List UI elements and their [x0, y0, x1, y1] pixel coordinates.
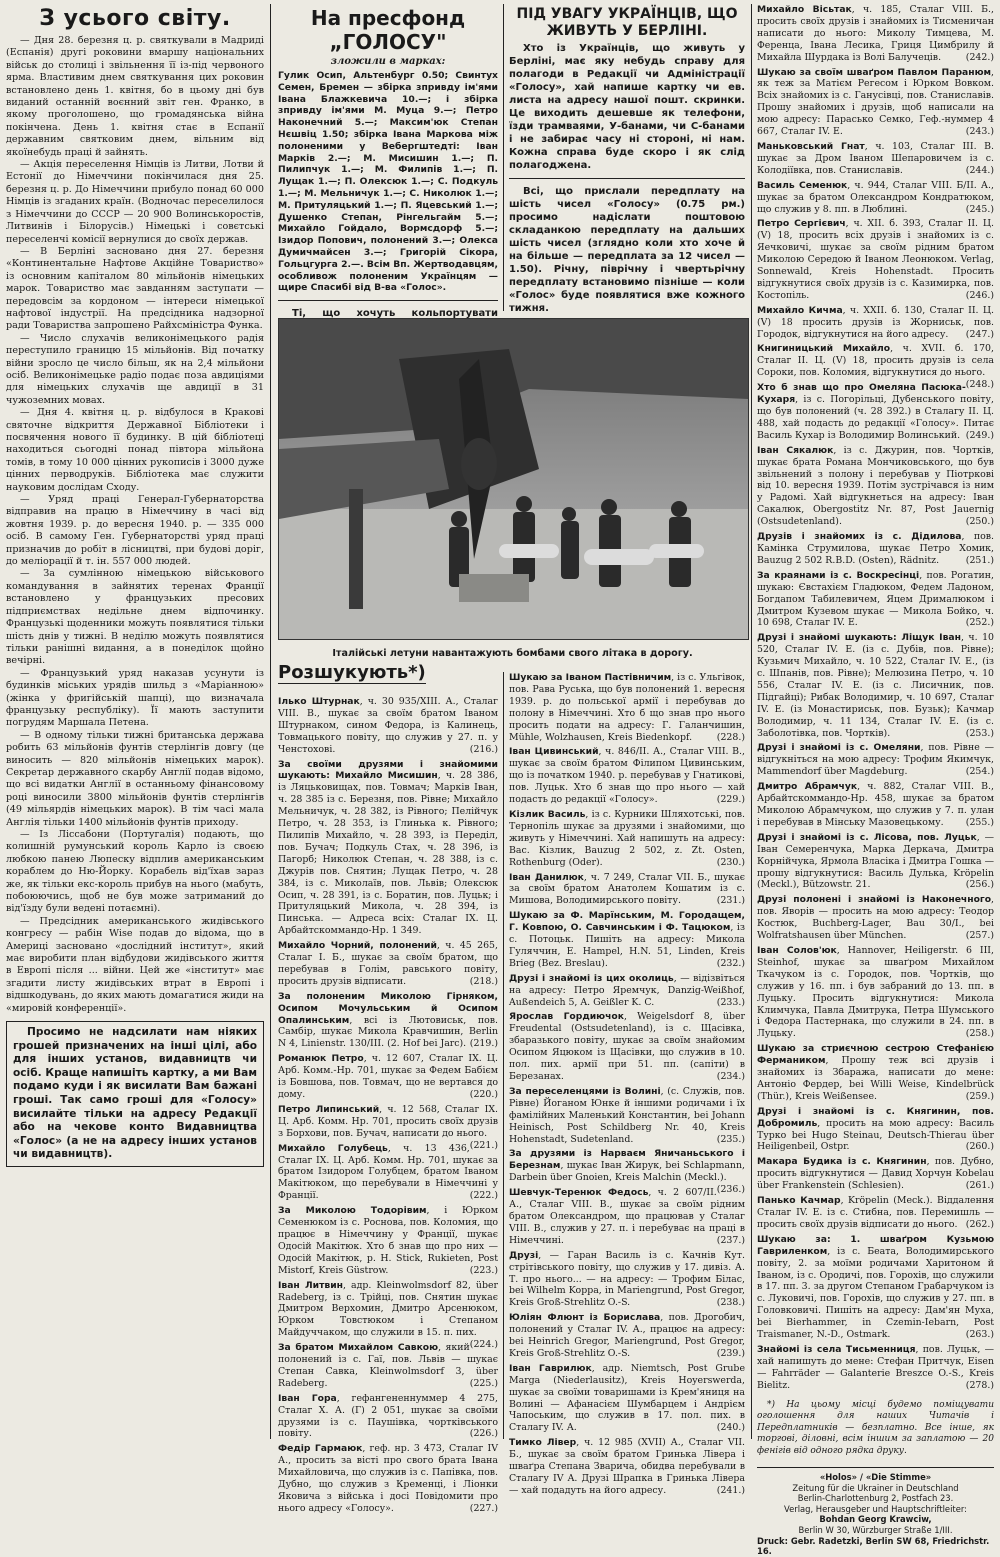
- berlin-notice-text: Хто із Українців, що живуть у Берліні, має яку небудь справу для полагоди в Редакції чи Адміністрації «Голосу», хай напише картку чи ев. листа на адресу нашої пошт. скринки. Це виходить дешевше як телефони, їзди трамваями, У-банами, чи С-банами і не забирає часу ні стороні, ні нам. Кожна справа буде скоро і як слід полагоджена.: [509, 43, 745, 171]
- entry-number: (238.): [716, 1297, 745, 1309]
- entry-number: (263.): [965, 1329, 994, 1341]
- entry-name: Макара Будика із с. Княгинин: [757, 1156, 927, 1168]
- entry-name: Федір Гармаюк: [278, 1443, 363, 1455]
- entry-number: (234.): [716, 1071, 745, 1082]
- berlin-notice-column: [509, 4, 745, 314]
- search-entry: Дмитро Абрамчук, ч. 882, Сталаг VIII. B., Арбайтскоммандо-Нр. 458, шукає за братом Миколою Абрамчуком, що служив у 7. п. улан і перебував в Мінську Мазовецькому. (255.): [757, 781, 994, 828]
- entry-number: (223.): [469, 1264, 498, 1276]
- impressum-line: Verlag, Herausgeber und Hauptschriftleiter:: [784, 1503, 967, 1514]
- search-entry: Друзі, — Гаран Василь із с. Качнів Кут. стрітівського повіту, що служив у 17. дивіз. А. Т. про нього... — на адресу: — Трофим Білас, bei Wilhelm Koppa, in Mariengrund, Post Gregor, Kreis Groß-Strehlitz O.-S. (238.): [509, 1249, 745, 1309]
- entry-name: За переселенцями із Волині: [509, 1085, 661, 1097]
- world-news-heading: З усього світу.: [39, 6, 231, 31]
- search-section-heading: Розшукують*): [278, 662, 426, 683]
- search-entry: Макара Будика із с. Княгинин, пов. Дубно, просить відгукнутися — Давид Хорчун Kobelau über Frankenstein (Schlesien). (261.): [757, 1156, 995, 1192]
- entry-text: ч. 7 249, Сталаг VII. Б., шукає за своїм братом Анатолем Кошатим із с. Мишова, Володимирського повіту.: [509, 871, 745, 907]
- entry-number: (246.): [965, 289, 994, 301]
- entry-number: (260.): [965, 1141, 994, 1153]
- entry-text: із с. Джурин, пов. Чортків, шукає брата Романа Мончиковського, що був звільнений з полону і перебував у Піотркові від 10. вересня 1939. Потім зустрічався із ним у Радомі. Хай відгукнеться на адресу: Іван Сакалюк, Obergostitz Nr. 87, Post Jauernig (Ostsudetenland).: [757, 444, 994, 528]
- entry-number: (248.): [965, 379, 994, 391]
- entry-name: Михайло Голубець: [278, 1142, 388, 1154]
- search-entry: Петро Сергієвич, ч. XII. б. 393, Сталаг II. Ц. (V) 18, просить всіх друзів і знайомих із с. Яечковичі, шукає за своїм рідним братом Миколою Середою й Іваном Леонюком. Verlag, Sonnewald, Kreis Hohenstadt. Просить відгукнутися своїх друзів із с. Казимирка, пов. Костопіль. (246.): [757, 218, 994, 301]
- entry-text: просить на мою адресу: Василь Турко bei Hugo Steinau, Deutsch-Thierau über Heiligenbeil, Ostpr.: [757, 1117, 994, 1153]
- search-entry: За своїми друзями і знайомими шукають: Михайло Мисишин, ч. 28 386, із Ляцьковищах, пов. Товмач; Марків Іван, ч. 28 385 із с. Березня, пов. Рівне; Михайло Мельничук, ч. 28 382, із Рівного; Пелійчук Петро, ч. 28 353, із Глинька к. Рівного; Пилипів Михайло, ч. 28 393, із Переділ, пов. Бучач; Подкуль Стах, ч. 28 396, із Пагорб; Николюк Степан, ч. 28 388, із с. Джурів пов. Снятин; Лущак Петро, ч. 28 384, із с. Миколаїв, пов. Львів; Олексюк Осип, ч. 28 391, із с. Боратин, пов. Луцьк; і Притуляцький Микола, ч. 28 394, із Пинська. — Адреса всіх: Сталаг IX. Ц. Арбайтскоммандо-Нр. 1 349.: [278, 758, 498, 937]
- entry-name: За Миколою Тодорівим: [278, 1205, 427, 1217]
- search-entry: Знайомі із села Тисьменниця, пов. Луцьк, — хай напишуть до мене: Стефан Притчук, Eisen — Fahrräder — Galanterie Breszce O.-S., Kreis Bielitz. (278.): [757, 1343, 994, 1391]
- entry-name: Шукаю за Іваном Пастівничим: [509, 672, 672, 683]
- entry-text: із с. Беата, Володимирського повіту, 2. за моїми родичами Харитоном й Іваном, із с. Ородичі, пов. Горохів, що служили в 17. пп. 3. за другом Степаном Грабарчуком із с. Луковичі, пов. Горохів, що служив у 27. пп. в Головковичі. Пишіть на адресу: Дам'ян Муха, bei Bierhammer, in Czemin-Iebarn, Post Traismaner, N.-D., Ostmark.: [757, 1245, 994, 1341]
- entry-number: (218.): [469, 975, 498, 987]
- entry-name: Друзі полонені і знайомі із Наконечного: [757, 894, 992, 906]
- photo-block: [278, 318, 747, 659]
- search-entry: За братом Михайлом Савкою, який полонений із с. Гаї, пов. Львів — шукає Степан Савка, Kleinwolmsdorf 3, über Radeberg. (225.): [278, 1342, 498, 1389]
- entry-text: ч. XXII. б. 130, Сталаг II. Ц. (V) 18 просить друзів із Жорниськ, пов. Городок, відгукнутися на його адресу.: [757, 304, 994, 340]
- search-entry: Маньковський Гнат, ч. 103, Сталаг III. B. шукає за Дром Іваном Шепаровичем із с. Колодіївка, пов. Станиславів. (244.): [757, 140, 995, 176]
- search-entry: Шукаю за стриєчною сестрою Стефанією Фермаником, Прошу теж всі друзів і знайомих із Збаража, написати до мене: Антоніо Фердер, bei Willi Weise, Kindelbrück (Thür.), Kreis Weißensee. (259.): [757, 1043, 994, 1102]
- entry-text: адр. Niemtsch, Post Grube Marga (Niederlausitz), Kreis Hoyerswerda, шукає за своїми товаришами із Крем'яниця на Волині — Афанасієм Шумбарцем і Андрієм Чапоським, що служив в 17. пол. пих. в Сталагу IV. А.: [509, 1362, 745, 1434]
- subscription-notice: [509, 185, 745, 315]
- entry-number: (278.): [965, 1379, 994, 1391]
- entry-text: ч. 10 520, Сталаг IV. Е. (із с. Дубів, пов. Рівне); Кузьмич Михайло, ч. 10 522, Сталаг IV. Е., (із с. Шпанів, пов. Рівне); Мелюзина Петро, ч. 10 556, Сталаг IV. Е. (із с. Лисичник, пов. Підгайці); Рибак Володимир, ч. 10 697, Сталаг IV. Е. (із Монастириськ, пов. Бузьк); Качмар Володимир, ч. 11 134, Сталаг IV. Е. (із с. Заболотівка, пов. Чортків).: [757, 632, 994, 739]
- entry-name: Михайло Кичма: [757, 304, 843, 316]
- entry-text: ч. 28 386, із Ляцьковищах, пов. Товмач; Марків Іван, ч. 28 385 із с. Березня, пов. Рівне; Михайло Мельничук, ч. 28 382, із Рівного; Пелійчук Петро, ч. 28 353, із Глинька к. Рівного; Пилипів Михайло, ч. 28 393, із Переділ, пов. Бучач; Подкуль Стах, ч. 28 396, із Пагорб; Николюк Степан, ч. 28 388, із с. Джурів пов. Снятин; Лущак Петро, ч. 28 384, із с. Миколаїв, пов. Львів; Олексюк Осип, ч. 28 391, із с. Боратин, пов. Луцьк; і Притуляцький Микола, ч. 28 394, із Пинська. — Адреса всіх: Сталаг IX. Ц. Арбайтскоммандо-Нр. 1 349.: [278, 770, 498, 937]
- subscription-notice-text: Всі, що прислали передплату на шість чисел «Голосу» (0.75 рм.) просимо надіслати поштовою складанкою передплату на дальших шість чисел (зглядно коли хто хоче й на більше — передплата за 12 чисел — 1.50). Річну, піврічну і чвертьрічну передплату встановимо пізніше — коли «Голос» буде появлятися вже кожного тижня.: [509, 186, 745, 314]
- search-entry: Шукаю за: 1. шваґром Кузьмою Гавриленком, із с. Беата, Володимирського повіту, 2. за моїми родичами Харитоном й Іваном, із с. Ородичі, пов. Горохів, що служили в 17. пп. 3. за другом Степаном Грабарчуком із с. Луковичі, пов. Горохів, що служив у 27. пп. в Головковичі. Пишіть на адресу: Дам'ян Муха, bei Bierhammer, in Czemin-Iebarn, Post Traismaner, N.-D., Ostmark. (263.): [757, 1233, 994, 1341]
- entry-name: Друзі і знайомі із цих околиць: [509, 972, 674, 984]
- search-entry: Шукаю за Ф. Марїнським, М. Городащем, Г. Ковпою, О. Савчинським і Ф. Тацюком, із с. Потоцьк. Пишіть на адресу: Микола Гуляччин, E. Hampel, H.N. 51, Linden, Kreis Brieg (Bez. Breslau). (232.): [509, 910, 745, 969]
- entry-name: Іван Цивинський: [509, 746, 599, 758]
- entry-number: (245.): [965, 203, 994, 215]
- search-entry: Шевчук-Теренюк Федось, ч. 2 607/II. А., Сталаг VIII. B., шукає за своїм рідним братом Олександром, що працював у Сталаг VIII. B., служив у 27. п. і перебуває на праці в Німеччині. (237.): [509, 1187, 745, 1246]
- entry-text: ч. 13 436, Сталаг IX. Ц. Арб. Комм. Нр. 701, шукає за братом Ізидором Голубцем, братом Іваном Макітюком, що перебували в Німеччині у Франції.: [278, 1142, 498, 1202]
- news-paragraph: — Дня 4. квітня ц. р. відбулося в Кракові святочне відкриття Державної Бібліотеки і посвячення нового її будинку. В цій бібліотеці находиться сьогодні понад півтора мільйона томів, в тому 10 000 цінних рукописів і 3000 дуже цінних перводруків. Бібліотека має служити науковим дослідам Сходу.: [6, 407, 264, 493]
- entry-text: як теж за Матієм Регесом і Юрком Вовком. Всіх знайомих із с. Ганусівці, пов. Станиславів. Прошу знайомих і друзів, щоб написали на мою адресу: Парасько Семко, Геф.-нуммер 4 667, Сталаг IV. Е.: [757, 78, 994, 138]
- news-paragraph: — Предсідник американського жидівського конгресу — рабін Wise подав до відома, що в Америці засновано «дослідний інститут», який має виробити план відбудови жидівського життя в Европі після ... війни. Цей же «інститут» має згадити листу жидівських втрат в Европі і відшкодувань, до яких мають домагатися жиди на «мировій конференції».: [6, 915, 264, 1014]
- entry-text: ч. 2 607/II. А., Сталаг VIII. B., шукає за своїм рідним братом Олександром, що працював у Сталаг VIII. B., служив у 27. п. і перебуває на праці в Німеччині.: [509, 1187, 745, 1246]
- entry-name: Тимко Лівер: [509, 1437, 577, 1449]
- search-entry: Василь Семенюк, ч. 944, Сталаг VIII. Б/II. А., шукає за братом Олександром Кондратюком, що служив у 8. пп. в Люблині. (245.): [757, 179, 994, 215]
- entry-number: (219.): [469, 1038, 498, 1050]
- entry-name: Друзі і знайомі шукають: Ліщук Іван: [757, 632, 961, 644]
- entry-number: (257.): [965, 930, 994, 942]
- entry-name: Петро Липинський: [278, 1103, 380, 1115]
- entry-number: (254.): [965, 766, 994, 778]
- entry-name: Ярослав Гордиючок: [509, 1011, 624, 1023]
- entry-name: Панько Качмар: [757, 1195, 841, 1207]
- news-paragraph: — За сумлінною німецькою військового командування в зайнятих теренах Франції встановлено у французьких пресових підприємствах недільне днем відпочинку. Французькі щоденники можуть появлятися тільки шість днів у тижні. В неділю можуть появлятися тільки ранішні видання, а в понеділок щойно вечірні.: [6, 568, 264, 667]
- entry-text: ч. 944, Сталаг VIII. Б/II. А., шукає за братом Олександром Кондратюком, що служив у 8. пп. в Люблині.: [757, 179, 994, 215]
- search-entry: Михайло Чорний, полонений, ч. 45 265, Сталаг I. Б., шукає за своїм братом, що перебував в Голім, равського повіту, просить друзів відписати. (218.): [278, 940, 498, 987]
- entry-number: (255.): [965, 816, 994, 828]
- entry-name: Іван Солов'юк: [757, 944, 837, 956]
- search-entry: Друзі полонені і знайомі із Наконечного, пов. Яворів — просить на мою адресу: Теодор Костюк, Buchberg-Lager, Bau 30/I., bei Wolfratshausen über München. (257.): [757, 894, 994, 942]
- entry-name: За краянами із с. Воскресінці: [757, 569, 920, 581]
- search-entry: Кізлик Василь, із с. Курники Шляхотські, пов. Тернопіль шукає за друзями і знайомими, що живуть у Німеччині. Хай напишуть на адресу: Вас. Кізлик, Bauzug 2 502, z. Zt. Osten, Rothenburg (Oder). (230.): [509, 808, 745, 868]
- entry-text: ч. 45 265, Сталаг I. Б., шукає за своїм братом, що перебував в Голім, равського повіту, просить друзів відписати.: [278, 940, 498, 987]
- entry-number: (233.): [716, 996, 745, 1008]
- search-entry: Ярослав Гордиючок, Weigelsdorf 8, über Freudental (Ostsudetenland), із с. Щасівка, збаразького повіту, шукає за своїм знайомим Осипом Яцюком із Щасівки, що служив в 10. пол. пих. армії при 51. пп. (сапіти) в Березанах. (234.): [509, 1011, 745, 1082]
- entry-name: Іван Данилюк: [509, 871, 584, 883]
- entry-number: (232.): [716, 957, 745, 969]
- photo-caption: Італійські летуни навантажують бомбами свого літака в дорогу.: [332, 648, 693, 659]
- entry-text: ч. 12 568, Сталаг IX. Ц. Арб. Комм. Нр. 701, просить своїх друзів з Борхови, пов. Бучач, написати до нього.: [278, 1103, 498, 1139]
- entry-text: який полонений із с. Гаї, пов. Львів — шукає Степан Савка, Kleinwolmsdorf 3, über Radeberg.: [278, 1342, 498, 1389]
- entry-name: Василь Семенюк: [757, 179, 848, 191]
- entry-number: (237.): [716, 1234, 745, 1246]
- entry-text: із с. Погорільці, Дубенського повіту, що був полонений (ч. 28 392.) в Сталагу II. Ц. 488, хай подасть до редакції «Голосу». Питає Василь Кухар із Володимир Волинський.: [757, 394, 994, 441]
- search-entry: Іван Литвин, адр. Kleinwolmsdorf 82, über Radeberg, із с. Трійці, пов. Снятин шукає Дмитром Верхомин, Дмитро Арсенюком, Юрком Товстюком і Степаном Майдуччаком, що служили в 15. п. пих. (224.): [278, 1279, 498, 1351]
- news-paragraph: — Акція переселення Німців із Литви, Лотви й Естонії до Німеччини покінчилася дня 25. березня ц. р. До Німеччини прибуло понад 60 000 Німців із згаданих країн. (Водночас переселилося з Німеччини до СССР — 20 900 Волинськоростів, Литвинів і Білорусів.) Німецькі і совєтські переселенчі комісії вернулися до своїх держав.: [6, 159, 264, 245]
- search-entry: За краянами із с. Воскресінці, пов. Рогатин, шукаю: Євстахієм Гладюком, Федем Ладоном, Богдапом Табилевичем, Яцем Дрималюком і Дмитром Кузевом шукає — Микола Бойко, ч. 10 698, Сталаг IV. Е. (252.): [757, 569, 995, 629]
- entry-text: — відізвіться на адресу: Петро Яремчук, Danzig-Weißhof, Außendeich 5, A. Geißler K. C.: [509, 972, 746, 1008]
- entry-name: Знайомі із села Тисьменниця: [757, 1343, 916, 1355]
- entry-number: (226.): [469, 1428, 498, 1440]
- search-mid-column: [509, 672, 746, 1496]
- column-rule: [503, 4, 504, 311]
- entry-name: За полоненим Миколою Гірняком, Осипом Мочульським й Осипом Опалинським: [278, 990, 498, 1026]
- entry-text: із с. Ульгівок, пов. Рава Руська, що був полонений 1. вересня 1939. р. до польської армії і перебував до полону в Німеччині. Хто б що знав про нього просить подати на адресу: Г. Галанчишин, Mühle, Wolzhausen, Kreis Biedenkopf.: [509, 672, 746, 743]
- search-entry: Друзів і знайомих із с. Дідилова, пов. Камінка Струмилова, шукає Петро Хомик, Bauzug 2 502 R.B.D. (Osten), Rädnitz. (251.): [757, 531, 994, 566]
- italian-airmen-photo: [278, 318, 749, 640]
- entry-number: (224.): [469, 1339, 498, 1351]
- entry-text: ч. 846/II. А., Сталаг VIII. B., шукає за своїм братом Філипом Цивинським, що із початком 1940. р. перебував у Гнатикові, пов. Луцьк. Хто б знав що про нього — хай подасть до редакції «Голосу».: [509, 746, 745, 806]
- entry-text: геф. нр. 3 473, Сталаг IV А., просить за вісті про свого брата Івана Михайловича, що служив із с. Папівка, пов. Дубно, що служив з Кременці, і Ліонки Яковича з війська і досі Повідомити про нього адресу «Голосу».: [278, 1443, 498, 1514]
- entry-text: пов. Рогатин, шукаю: Євстахієм Гладюком, Федем Ладоном, Богдапом Табилевичем, Яцем Дрималюком і Дмитром Кузевом шукає — Микола Бойко, ч. 10 698, Сталаг IV. Е.: [757, 569, 995, 629]
- entry-name: Дмитро Абрамчук: [757, 781, 858, 793]
- entry-number: (251.): [965, 554, 994, 566]
- entry-text: ч. 882, Сталаг VIII. B., Арбайтскоммандо-Нр. 458, шукає за братом Миколою Абрамчуком, що служив у 7. п. улан і перебував в Мінську Мазовецькому.: [757, 781, 994, 828]
- entry-text: шукає Іван Жирук, bei Schlapmann, Darbein über Gnoien, Kreis Malchin (Meckl.).: [509, 1160, 745, 1184]
- entry-text: ч. XVII. б. 170, Сталаг II. Ц. (V) 18, просить друзів із села Сороки, пов. Коломия, відгукнутися до нього.: [757, 343, 994, 379]
- entry-text: (с. Служів, пов. Рівне) Йоганом Юнке й іншими родичами і їх фамілійних Маленький Константин, bei Johann Heinisch, Post Schildberg Nr. 40, Kreis Hohenstadt, Sudetenland.: [509, 1085, 745, 1145]
- entry-number: (240.): [716, 1422, 745, 1434]
- entry-name: Михайло Чорний, полонений: [278, 940, 437, 952]
- news-paragraph: — В одному тільки тижні британська держава робить 63 мільйонів фунтів стерлінгів довгу (це виносить — 820 мільйонів німецьких марок). Секретар державного скарбу Англії подав відомо, що всі видатки Англії в останньому фінансовому році виносили 3800 мільйонів фунтів стерлінгів (49 мільярдів німецьких марок). В тім часі мала Англія тільки 1400 мільйонів фунтів приходу.: [6, 729, 264, 828]
- search-entry: Іван Гора, гефангененнуммер 4 275, Сталаг Х. А. (Г) 2 051, шукає за своїми друзями із с. Паушівка, чортківського повіту. (226.): [278, 1392, 499, 1440]
- search-entry: Друзі і знайомі із с. Княгинин, пов. Добромиль, просить на мою адресу: Василь Турко bei Hugo Steinau, Deutsch-Thierau über Heiligenbeil, Ostpr. (260.): [757, 1105, 994, 1153]
- berlin-notice-body: [509, 42, 745, 172]
- entry-number: (236.): [716, 1184, 745, 1196]
- entry-text: ч. 12 607, Сталаг IX. Ц. Арб. Комм.-Нр. 701, шукає за Федем Бабієм із Бовшова, пов. Товмач, що не вертався до дому.: [278, 1053, 499, 1100]
- impressum: [757, 1467, 994, 1557]
- entry-name: Михайло Вісьтак: [757, 4, 852, 15]
- search-right-column: [757, 4, 995, 1557]
- entry-name: Шукаю за: 1. шваґром Кузьмою Гавриленком: [757, 1233, 994, 1257]
- entry-text: — Гаран Василь із с. Качнів Кут. стрітівського повіту, що служив у 17. дивіз. А. Т. про нього... — на адресу: — Трофим Білас, bei Wilhelm Koppa, in Mariengrund, Post Gregor, Kreis Groß-Strehlitz O.-S.: [509, 1249, 745, 1309]
- entry-name: Романюк Петро: [278, 1053, 364, 1065]
- entry-number: (244.): [965, 164, 994, 176]
- entry-text: Hannover, Heiligerstr. 6 III, Steinhof, шукає за шваґром Михайлом Ткачуком із с. Городок, пов. Чортків, що служив у 16. пп. і був забраний до 13. пп. в Луцьку. Просить відгукнутися: Микола Климчука, Павла Дмитрука, Петра Шумського і Федора Пастернака, що служили в 24. пп. в Луцьку.: [757, 944, 994, 1040]
- search-entry: Друзі і знайомі із цих околиць, — відізвіться на адресу: Петро Яремчук, Danzig-Weißhof, Außendeich 5, A. Geißler K. C. (233.): [509, 972, 746, 1008]
- search-entry: Іван Гаврилюк, адр. Niemtsch, Post Grube Marga (Niederlausitz), Kreis Hoyerswerda, шукає за своїми товаришами із Крем'яниця на Волині — Афанасієм Шумбарцем і Андрієм Чапоським, що служив в 17. пол. пих. в Сталагу IV. А. (240.): [509, 1362, 745, 1434]
- impressum-line: Bohdan Georg Krawciw,: [819, 1514, 932, 1525]
- column-rule: [270, 4, 271, 1439]
- entry-text: пов. Луцьк, — хай напишуть до мене: Стефан Притчук, Eisen — Fahrräder — Galanterie Breszce O.-S., Kreis Bielitz.: [757, 1343, 994, 1391]
- entry-text: Weigelsdorf 8, über Freudental (Ostsudetenland), із с. Щасівка, збаразького повіту, шукає за своїм знайомим Осипом Яцюком із Щасівки, що служив в 10. пол. пих. армії при 51. пп. (сапіти) в Березанах.: [509, 1011, 745, 1082]
- search-entry: Михайло Голубець, ч. 13 436, Сталаг IX. Ц. Арб. Комм. Нр. 701, шукає за братом Ізидором Голубцем, братом Іваном Макітюком, що перебували в Німеччині у Франції. (222.): [278, 1142, 498, 1202]
- news-paragraph: — Із Ліссабони (Португалія) подають, що колишній румунський король Карло із своєю любкою панею Люпеску відплив американським кораблем до Ню-Йорку. Корабель від'їхав зараз же, як тільки екс-король прибув на нього (мабуть, побоюючись, щоб не був може затриманий до від'їзду були ведені потаємні).: [6, 829, 264, 915]
- entry-number: (249.): [965, 429, 994, 441]
- berlin-notice-heading: ПІД УВАГУ УКРАЇНЦІВ, ЩО ЖИВУТЬ У БЕРЛІНІ.: [516, 6, 738, 39]
- entry-text: Kröpelin (Meck.). Віддалення Сталаг IV. Е. із с. Стибна, пов. Перемишль — просить своїх друзів відписати до нього.: [757, 1195, 994, 1230]
- entry-name: Іван Гора: [278, 1392, 337, 1404]
- search-entry: Михайло Вісьтак, ч. 185, Сталаг VIII. Б., просить своїх друзів і знайомих із Тисменичан написати до нього: Миколу Тимцева, М. Ференца, Івана Лесика, Гриця Цимбрилу й Михайла Шурдака із Волі Балучеців. (242.): [757, 4, 994, 63]
- entry-name: Кізлик Василь: [509, 808, 586, 820]
- entry-number: (222.): [469, 1190, 498, 1202]
- search-entry: Ілько Штурнак, ч. 30 935/XIII. А., Сталаг VIII. В., шукає за своїм братом Іваном Штурнаком, сином Федора, із Калинець, Товмацького повіту, що служив у 27. п. у Ченстохові. (216.): [278, 696, 499, 755]
- search-entry: Друзі і знайомі із с. Лісова, пов. Луцьк, — Іван Семеренчука, Марка Деркача, Дмитра Корнійчука, Ярмола Власіка і Дмитра Гошка — прошу відгукнутися: Василь Дулька, Kröpelin (Meckl.), Bützowstr. 21. (256.): [757, 831, 994, 891]
- entry-text: пов. Дрогобич, полонений у Сталаг IV. А., працює на адресу: bei Heinrich Gregor, Mariengrund, Post Gregor, Kreis Groß-Strehlitz O.-S.: [509, 1312, 746, 1359]
- entry-number: (250.): [965, 516, 994, 528]
- entry-text: пов. Рівне — відгукніться на мою адресу: Трофим Якимчук, Mammendorf über Magdeburg.: [757, 742, 994, 778]
- press-fund-heading: На пресфонд „ГОЛОСУ": [310, 6, 466, 54]
- search-entry: За полоненим Миколою Гірняком, Осипом Мочульським й Осипом Опалинським, всі із Лютовиськ, пов. Самбір, шукає Микола Кравчишин, Berlin N 4, Linienstr. 130/III. (2. Hof bei Jarc). (219.): [278, 990, 498, 1050]
- footnote: *) На цьому місці будемо поміщувати оголошення для наших Читачів і Передплатників — безплатно. Все інше, як торгові, діловні, всім іншим за заплатою — 20 фенігів від одного рядка друку.: [757, 1399, 994, 1456]
- entry-number: (247.): [965, 328, 994, 340]
- entry-number: (256.): [965, 879, 994, 891]
- entry-number: (252.): [965, 617, 994, 629]
- search-entry: Шукаю за своїм шваґром Павлом Паранюм, як теж за Матієм Регесом і Юрком Вовком. Всіх знайомих із с. Ганусівці, пов. Станиславів. Прошу знайомих і друзів, щоб написали на мою адресу: Парасько Семко, Геф.-нуммер 4 667, Сталаг IV. Е. (243.): [757, 66, 994, 138]
- entry-number: (259.): [965, 1090, 994, 1102]
- entry-name: Маньковський Гнат: [757, 140, 865, 152]
- impressum-line: Zeitung für die Ukrainer in Deutschland: [792, 1482, 959, 1493]
- money-notice-text: Просимо не надсилати нам ніяких грошей призначених на інші цілі, або для інших установ, видавництв чи осіб. Краще напишіть картку, а ми Вам подамо куди і як висилати Вам бажані гроші. Так само гроші для «Голосу» висилайте тільки на адресу Редакції або на чекове конто Видавництва «Голос» (а не на адресу інших установ чи видавництв).: [13, 1026, 257, 1161]
- entry-number: (258.): [965, 1028, 994, 1040]
- search-entry: Панько Качмар, Kröpelin (Meck.). Віддалення Сталаг IV. Е. із с. Стибна, пов. Перемишль — просить своїх друзів відписати до нього. (262.): [757, 1195, 994, 1230]
- entry-number: (216.): [469, 743, 498, 755]
- search-entry: Друзі і знайомі шукають: Ліщук Іван, ч. 10 520, Сталаг IV. Е. (із с. Дубів, пов. Рівне); Кузьмич Михайло, ч. 10 522, Сталаг IV. Е., (із с. Шпанів, пов. Рівне); Мелюзина Петро, ч. 10 556, Сталаг IV. Е. (із с. Лисичник, пов. Підгайці); Рибак Володимир, ч. 10 697, Сталаг IV. Е. (із Монастириськ, пов. Бузьк); Качмар Володимир, ч. 11 134, Сталаг IV. Е. (із с. Заболотівка, пов. Чортків). (253.): [757, 632, 994, 739]
- entry-number: (253.): [965, 727, 994, 739]
- search-entries-right: [757, 4, 994, 1392]
- entry-text: ч. XII. б. 393, Сталаг II. Ц. (V) 18, просить всіх друзів і знайомих із с. Яечковичі, шукає за своїм рідним братом Миколою Середою й Іваном Леонюком. Verlag, Sonnewald, Kreis Hohenstadt. Просить відгукнутися своїх друзів із с. Казимирка, пов. Костопіль.: [757, 218, 994, 301]
- entry-name: Друзі і знайомі із с. Омеляни: [757, 742, 921, 754]
- entry-number: (241.): [716, 1484, 745, 1496]
- search-entry: За Миколою Тодорівим, і Юрком Семенюком із с. Роснова, пов. Коломия, що працює в Німеччину у Франції, шукає Одосій Макітюк. Хто б знав що про них — Одосій Макітюк, p. H. Stick, Rukieten, Post Mistorf, Kreis Güstrow. (223.): [278, 1205, 498, 1276]
- entry-text: ч. 103, Сталаг III. B. шукає за Дром Іваном Шепаровичем із с. Колодіївка, пов. Станиславів.: [757, 140, 995, 176]
- entry-name: Іван Гаврилюк: [509, 1362, 592, 1374]
- divider: [509, 178, 745, 179]
- entry-text: ч. 12 985 (XVII) А., Сталаг VII. Б., шукає за своїм братом Гринька Лівера і шваґра Степана Зварича, обидва перебували в Сталагу IV A. Друзі Шрапка в Гринька Лівера — хай подадуть на його адресу.: [509, 1437, 746, 1496]
- search-entry: За друзями із Нарваєм Яничаньського і Березнам, шукає Іван Жирук, bei Schlapmann, Darbein über Gnoien, Kreis Malchin (Meckl.). (236.): [509, 1148, 745, 1196]
- search-entry: Книгиницький Михайло, ч. XVII. б. 170, Сталаг II. Ц. (V) 18, просить друзів із села Сороки, пов. Коломия, відгукнутися до нього. (248.): [757, 343, 994, 391]
- entry-number: (229.): [716, 794, 745, 806]
- divider: [278, 300, 498, 301]
- entry-text: із с. Потоцьк. Пишіть на адресу: Микола Гуляччин, E. Hampel, H.N. 51, Linden, Kreis Brieg (Bez. Breslau).: [509, 922, 745, 969]
- world-news-column: [6, 4, 264, 1441]
- entry-name: Юліян Флюнт із Борислава: [509, 1312, 661, 1324]
- entry-name: Шевчук-Теренюк Федось: [509, 1187, 649, 1199]
- entry-number: (230.): [716, 856, 745, 868]
- search-entry: Друзі і знайомі із с. Омеляни, пов. Рівне — відгукніться на мою адресу: Трофим Якимчук, Mammendorf über Magdeburg. (254.): [757, 742, 994, 778]
- entry-text: — Іван Семеренчука, Марка Деркача, Дмитра Корнійчука, Ярмола Власіка і Дмитра Гошка — прошу відгукнутися: Василь Дулька, Kröpelin (Meckl.), Bützowstr. 21.: [757, 831, 994, 891]
- entry-name: Шукаю за стриєчною сестрою Стефанією Фермаником: [757, 1043, 994, 1067]
- entry-name: Петро Сергієвич: [757, 218, 846, 230]
- donor-list: Гулик Осип, Альтенбург 0.50; Свинтух Семен, Бремен — збірка зпривду ім'ями Івана Блажкевича 10.—; і збірка зпривду ім'ями М. Муца 9.—; Петро Наконечний 5.—; Максим'юк Степан Нєшвіц 1.50; збірка Івана Маркова між полоненими у Вебергштедті: Іван Марків 2.—; М. Мисишин 1.—; П. Пилипчук 1.—; М. Филипів 1.—; П. Лущак 1.—; П. Олексюк 1.—; С. Подкуль 1.—; М. Мельничук 1.—; С. Николюк 1.—; М. Притуляцький 1.—; П. Яцевський 1.—; Душенко Степан, Рінгельгайм 5.—; Михайло Гойдало, Вормсдорф 5.—; Ізидор Попович, полонений 3.—; Олекса Думичмайсен 3.—; Григорій Сікора, Гольцгурга 2.—. Всім Вп. Жертводавцям, особливож полоненим Українцям — щире Спасибі від В-ва «Голос».: [278, 70, 498, 294]
- search-entry: Романюк Петро, ч. 12 607, Сталаг IX. Ц. Арб. Комм.-Нр. 701, шукає за Федем Бабієм із Бовшова, пов. Товмач, що не вертався до дому. (220.): [278, 1053, 499, 1100]
- entry-name: За братом Михайлом Савкою: [278, 1342, 439, 1354]
- entry-name: Ілько Штурнак: [278, 696, 360, 707]
- entry-number: (239.): [716, 1347, 745, 1359]
- entry-name: Друзі: [509, 1249, 539, 1261]
- entry-text: пов. Камінка Струмилова, шукає Петро Хомик, Bauzug 2 502 R.B.D. (Osten), Rädnitz.: [757, 531, 994, 566]
- entry-name: За друзями із Нарваєм Яничаньського і Березнам: [509, 1148, 745, 1172]
- search-entry: Іван Данилюк, ч. 7 249, Сталаг VII. Б., шукає за своїм братом Анатолем Кошатим із с. Мишова, Володимирського повіту. (231.): [509, 871, 745, 907]
- press-fund-column: [278, 4, 498, 320]
- distributors-notice-text: Ті, що хочуть кольпортувати: [292, 308, 498, 320]
- entry-text: із с. Курники Шляхотські, пов. Тернопіль шукає за друзями і знайомими, що живуть у Німеччині. Хай напишуть на адресу: Вас. Кізлик, Bauzug 2 502, z. Zt. Osten, Rothenburg (Oder).: [509, 808, 745, 868]
- search-entry: Іван Сякалюк, із с. Джурин, пов. Чортків, шукає брата Романа Мончиковського, що був звільнений з полону і перебував у Піотркові від 10. вересня 1939. Потім зустрічався із ним у Радомі. Хай відгукнеться на адресу: Іван Сакалюк, Obergostitz Nr. 87, Post Jauernig (Ostsudetenland). (250.): [757, 444, 994, 528]
- world-news-articles: [6, 35, 264, 1015]
- entry-number: (261.): [965, 1180, 994, 1192]
- entry-text: всі із Лютовиськ, пов. Самбір, шукає Микола Кравчишин, Berlin N 4, Linienstr. 130/III. (2. Hof bei Jarc).: [278, 1014, 498, 1050]
- entry-name: Книгиницький Михайло: [757, 343, 891, 355]
- entry-number: (242.): [965, 51, 994, 63]
- entry-name: За своїми друзями і знайомими шукають: Михайло Мисишин: [278, 758, 498, 782]
- entry-name: Шукаю за своїм шваґром Павлом Паранюм: [757, 66, 992, 78]
- entry-text: пов. Яворів — просить на мою адресу: Теодор Костюк, Buchberg-Lager, Bau 30/I., bei Wolfratshausen über München.: [757, 906, 994, 942]
- search-left-column: [278, 696, 499, 1514]
- entry-number: (221.): [469, 1139, 498, 1151]
- search-entries-left: [278, 696, 498, 1515]
- entry-number: (228.): [716, 731, 745, 743]
- impressum-line: Berlin W 30, Würzburger Straße 1/III.: [798, 1525, 953, 1536]
- entry-number: (225.): [469, 1377, 498, 1389]
- search-entry: Юліян Флюнт із Борислава, пов. Дрогобич, полонений у Сталаг IV. А., працює на адресу: bei Heinrich Gregor, Mariengrund, Post Gregor, Kreis Groß-Strehlitz O.-S. (239.): [509, 1312, 746, 1359]
- news-paragraph: — Уряд праці Генерал-Губернаторства відправив на працю в Німеччину в часі від жовтня 1939. р. до вересня 1940. р. — 335 000 осіб. В самому Ген. Губернаторстві уряд праці призначив до робіт в лісництві, при будові доріг, до меліорації й т. ін. 557 000 людей.: [6, 494, 264, 568]
- impressum-line: Berlin-Charlottenburg 2, Postfach 23.: [797, 1493, 954, 1504]
- search-entry: Іван Цивинський, ч. 846/II. А., Сталаг VIII. B., шукає за своїм братом Філипом Цивинським, що із початком 1940. р. перебував у Гнатикові, пов. Луцьк. Хто б знав що про нього — хай подасть до редакції «Голосу». (229.): [509, 746, 745, 806]
- impressum-title: «Holos» / «Die Stimme»: [819, 1472, 932, 1483]
- entry-name: Хто б знав що про Омеляна Пасюка-Кухаря: [757, 382, 966, 406]
- search-entry: За переселенцями із Волині, (с. Служів, пов. Рівне) Йоганом Юнке й іншими родичами і їх фамілійних Маленький Константин, bei Johann Heinisch, Post Schildberg Nr. 40, Kreis Hohenstadt, Sudetenland. (235.): [509, 1085, 745, 1145]
- entry-name: Шукаю за Ф. Марїнським, М. Городащем, Г. Ковпою, О. Савчинським і Ф. Тацюком: [509, 910, 745, 934]
- entry-name: Друзів і знайомих із с. Дідилова: [757, 531, 962, 543]
- entry-name: Друзі і знайомі із с. Княгинин, пов. Добромиль: [757, 1105, 994, 1129]
- entry-text: гефангененнуммер 4 275, Сталаг Х. А. (Г) 2 051, шукає за своїми друзями із с. Паушівка, чортківського повіту.: [278, 1392, 499, 1440]
- money-notice-box: [6, 1021, 264, 1167]
- search-entry: Михайло Кичма, ч. XXII. б. 130, Сталаг II. Ц. (V) 18 просить друзів із Жорниськ, пов. Городок, відгукнутися на його адресу. (247.): [757, 304, 994, 340]
- search-entry: Федір Гармаюк, геф. нр. 3 473, Сталаг IV А., просить за вісті про свого брата Івана Михайловича, що служив із с. Папівка, пов. Дубно, що служив з Кременці, і Ліонки Яковича з війська і досі Повідомити про нього адресу «Голосу». (227.): [278, 1443, 498, 1514]
- entry-text: ч. 30 935/XIII. А., Сталаг VIII. В., шукає за своїм братом Іваном Штурнаком, сином Федора, із Калинець, Товмацького повіту, що служив у 27. п. у Ченстохові.: [278, 696, 499, 755]
- entry-text: і Юрком Семенюком із с. Роснова, пов. Коломия, що працює в Німеччину у Франції, шукає Одосій Макітюк. Хто б знав що про них — Одосій Макітюк, p. H. Stick, Rukieten, Post Mistorf, Kreis Güstrow.: [278, 1205, 498, 1276]
- search-entry: Петро Липинський, ч. 12 568, Сталаг IX. Ц. Арб. Комм. Нр. 701, просить своїх друзів з Борхови, пов. Бучач, написати до нього. (221.): [278, 1103, 498, 1151]
- entry-text: адр. Kleinwolmsdorf 82, über Radeberg, із с. Трійці, пов. Снятин шукає Дмитром Верхомин, Дмитро Арсенюком, Юрком Товстюком і Степаном Майдуччаком, що служили в 15. п. пих.: [278, 1279, 498, 1339]
- entry-name: Друзі і знайомі із с. Лісова, пов. Луцьк: [757, 831, 977, 843]
- impressum-line: Druck: Gebr. Radetzki, Berlin SW 68, Friedrichstr. 16.: [757, 1535, 990, 1557]
- news-paragraph: — В Берліні засновано дня 27. березня «Континентальне Нафтове Акційне Товариство» із основним капіталом 80 мільйонів німецьких марок. Товариство має завданням заступати — передовсім за кордоном — інтереси німецької нафтової індустрії. На предсідника надзорної ради Товариства запрошено Райхсміністра Функа.: [6, 245, 264, 332]
- news-paragraph: — Дня 28. березня ц. р. святкували в Мадриді (Еспанія) другі роковини вмаршу національних військ до столиці і звільнення її із-під червоного ярма. Властивим днем святкування цих роковин встановлено день 1. квітня, бо в цьому дні був виданий останній воєнний звіт ген. Франко, в якому проголошено, що громадянська війна покінчена. День 1. квітня стає в Еспанії державним святковим днем, вільним від якоїнебудь праці й зайнять.: [6, 35, 264, 158]
- entry-number: (235.): [716, 1133, 745, 1145]
- entry-text: ч. 185, Сталаг VIII. Б., просить своїх друзів і знайомих із Тисменичан написати до нього: Миколу Тимцева, М. Ференца, Івана Лесика, Гриця Цимбрилу й Михайла Шурдака із Волі Балучеців.: [757, 4, 994, 63]
- search-entry: Іван Солов'юк, Hannover, Heiligerstr. 6 III, Steinhof, шукає за шваґром Михайлом Ткачуком із с. Городок, пов. Чортків, що служив у 16. пп. і був забраний до 13. пп. в Луцьку. Просить відгукнутися: Микола Климчука, Павла Дмитрука, Петра Шумського і Федора Пастернака, що служили в 24. пп. в Луцьку. (258.): [757, 944, 994, 1040]
- search-entry: Шукаю за Іваном Пастівничим, із с. Ульгівок, пов. Рава Руська, що був полонений 1. вересня 1939. р. до польської армії і перебував до полону в Німеччині. Хто б що знав про нього просить подати на адресу: Г. Галанчишин, Mühle, Wolzhausen, Kreis Biedenkopf. (228.): [509, 672, 746, 743]
- entry-text: пов. Дубно, просить відгукнутися — Давид Хорчун Kobelau über Frankenstein (Schlesien).: [757, 1156, 995, 1192]
- news-paragraph: — Число слухачів великонімецького радія переступило границю 15 мільйонів. Від початку війни зросло це число більш, як на 2,4 мільйони осіб. Великонімецьке радіо подає поза авдиціями для німецьких слухачів ще авдиції в 31 чужоземних мовах.: [6, 332, 264, 406]
- entry-text: Прошу теж всі друзів і знайомих із Збаража, написати до мене: Антоніо Фердер, bei Willi Weise, Kindelbrück (Thür.), Kreis Weißensee.: [757, 1055, 994, 1102]
- entry-number: (220.): [469, 1089, 498, 1100]
- entry-number: (262.): [965, 1218, 994, 1230]
- column-rule: [503, 672, 504, 1439]
- entry-name: Іван Литвин: [278, 1279, 344, 1291]
- entry-number: (243.): [965, 126, 994, 138]
- search-entry: Хто б знав що про Омеляна Пасюка-Кухаря, із с. Погорільці, Дубенського повіту, що був полонений (ч. 28 392.) в Сталагу II. Ц. 488, хай подасть до редакції «Голосу». Питає Василь Кухар із Володимир Волинський. (249.): [757, 382, 994, 441]
- entry-number: (227.): [469, 1502, 498, 1514]
- news-paragraph: — Французький уряд наказав усунути із будинків міських урядів шильд з «Маріанною» (жінка у фригійській шапці), що визначала французьку республіку). Її мають заступити погрудям Маршала Петена.: [6, 667, 264, 729]
- entry-number: (231.): [716, 895, 745, 907]
- search-entry: Тимко Лівер, ч. 12 985 (XVII) А., Сталаг VII. Б., шукає за своїм братом Гринька Лівера і шваґра Степана Зварича, обидва перебували в Сталагу IV A. Друзі Шрапка в Гринька Лівера — хай подадуть на його адресу. (241.): [509, 1437, 746, 1496]
- entry-name: Іван Сякалюк: [757, 444, 834, 456]
- column-rule: [751, 4, 752, 1439]
- search-entries-mid: [509, 672, 745, 1497]
- press-fund-subheading: зложили в марках:: [330, 56, 446, 67]
